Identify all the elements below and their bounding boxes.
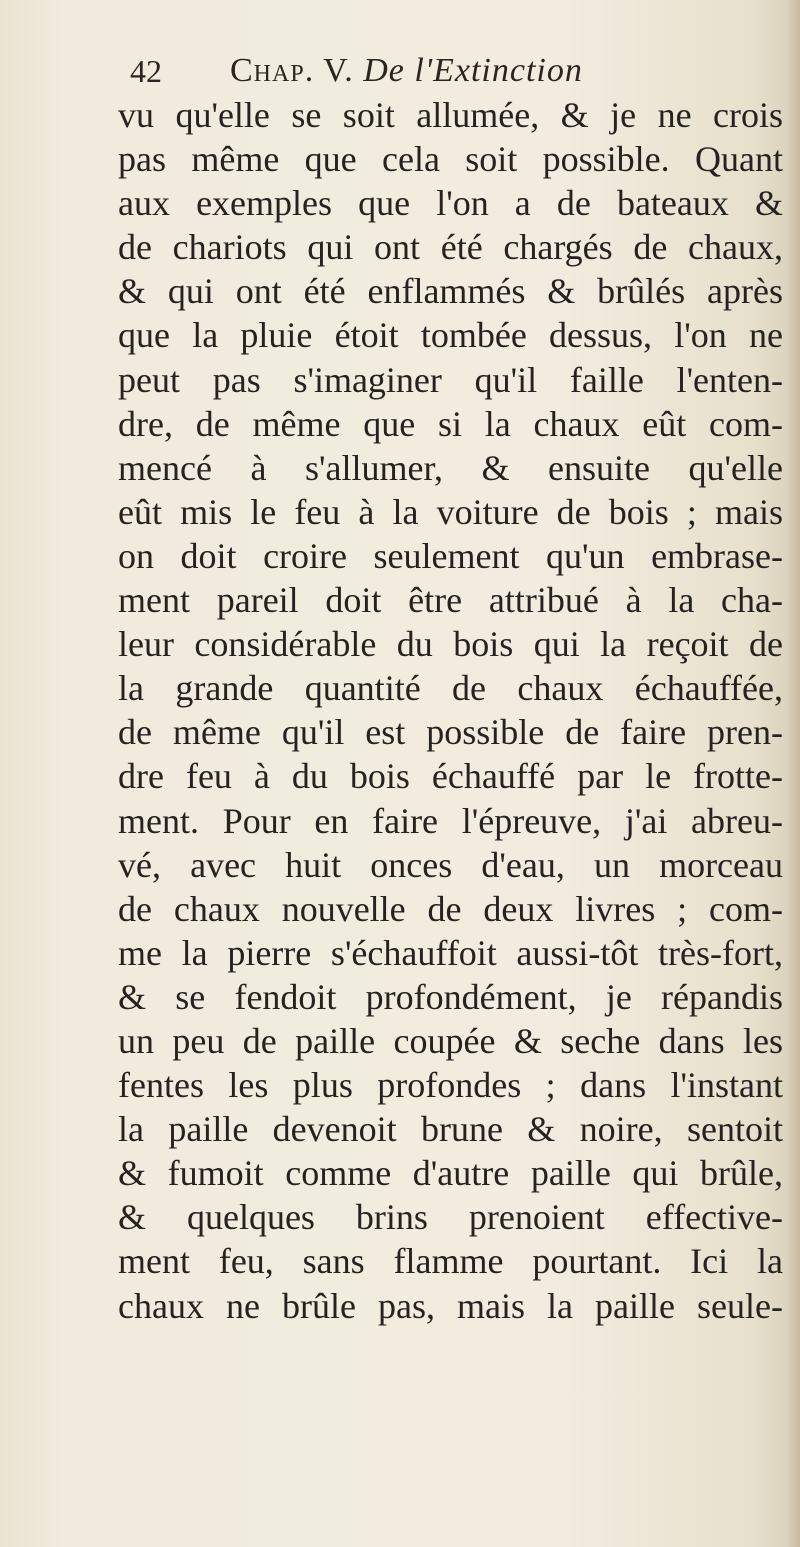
- text-line: que la pluie étoit tombée dessus, l'on ne: [118, 315, 783, 356]
- text-line: leur considérable du bois qui la reçoit de: [118, 624, 783, 665]
- chapter-title: De l'Extinction: [363, 52, 583, 89]
- chapter-heading: [230, 46, 583, 96]
- body-text: [118, 93, 783, 1328]
- text-line: & fumoit comme d'autre paille qui brûle,: [118, 1153, 783, 1194]
- text-line: de chaux nouvelle de deux livres ; com-: [118, 888, 783, 929]
- text-line: un peu de paille coupée & seche dans les: [118, 1020, 783, 1061]
- text-line: ment feu, sans flamme pourtant. Ici la: [118, 1241, 783, 1282]
- chapter-label: Chap. V.: [230, 52, 354, 89]
- text-line: me la pierre s'échauffoit aussi-tôt très-fort,: [118, 932, 783, 973]
- text-line: vé, avec huit onces d'eau, un morceau: [118, 844, 783, 885]
- text-line: chaux ne brûle pas, mais la paille seule-: [118, 1285, 783, 1326]
- text-line: vu qu'elle se soit allumée, & je ne crois: [118, 95, 783, 135]
- text-line: on doit croire seulement qu'un embrase-: [118, 535, 783, 576]
- text-line: & qui ont été enflammés & brûlés après: [118, 271, 783, 312]
- text-line: aux exemples que l'on a de bateaux &: [118, 183, 783, 224]
- text-line: eût mis le feu à la voiture de bois ; mais: [118, 491, 783, 532]
- running-header: [130, 46, 750, 96]
- text-line: dre, de même que si la chaux eût com-: [118, 403, 783, 444]
- text-line: de chariots qui ont été chargés de chaux,: [118, 227, 783, 268]
- text-line: dre feu à du bois échauffé par le frotte-: [118, 756, 783, 797]
- text-line: fentes les plus profondes ; dans l'instant: [118, 1065, 783, 1106]
- page-edge-shadow: [786, 0, 800, 1547]
- text-line: mencé à s'allumer, & ensuite qu'elle: [118, 447, 783, 488]
- text-line: ment pareil doit être attribué à la cha-: [118, 580, 783, 621]
- text-line: ment. Pour en faire l'épreuve, j'ai abreu-: [118, 800, 783, 841]
- text-line: de même qu'il est possible de faire pren-: [118, 712, 783, 753]
- text-line: la grande quantité de chaux échauffée,: [118, 668, 783, 709]
- text-line: & quelques brins prenoient effective-: [118, 1197, 783, 1238]
- page-number: 42: [130, 53, 162, 89]
- text-line: peut pas s'imaginer qu'il faille l'enten-: [118, 359, 783, 400]
- text-line: pas même que cela soit possible. Quant: [118, 139, 783, 180]
- text-line: & se fendoit profondément, je répandis: [118, 976, 783, 1017]
- text-line: la paille devenoit brune & noire, sentoit: [118, 1109, 783, 1150]
